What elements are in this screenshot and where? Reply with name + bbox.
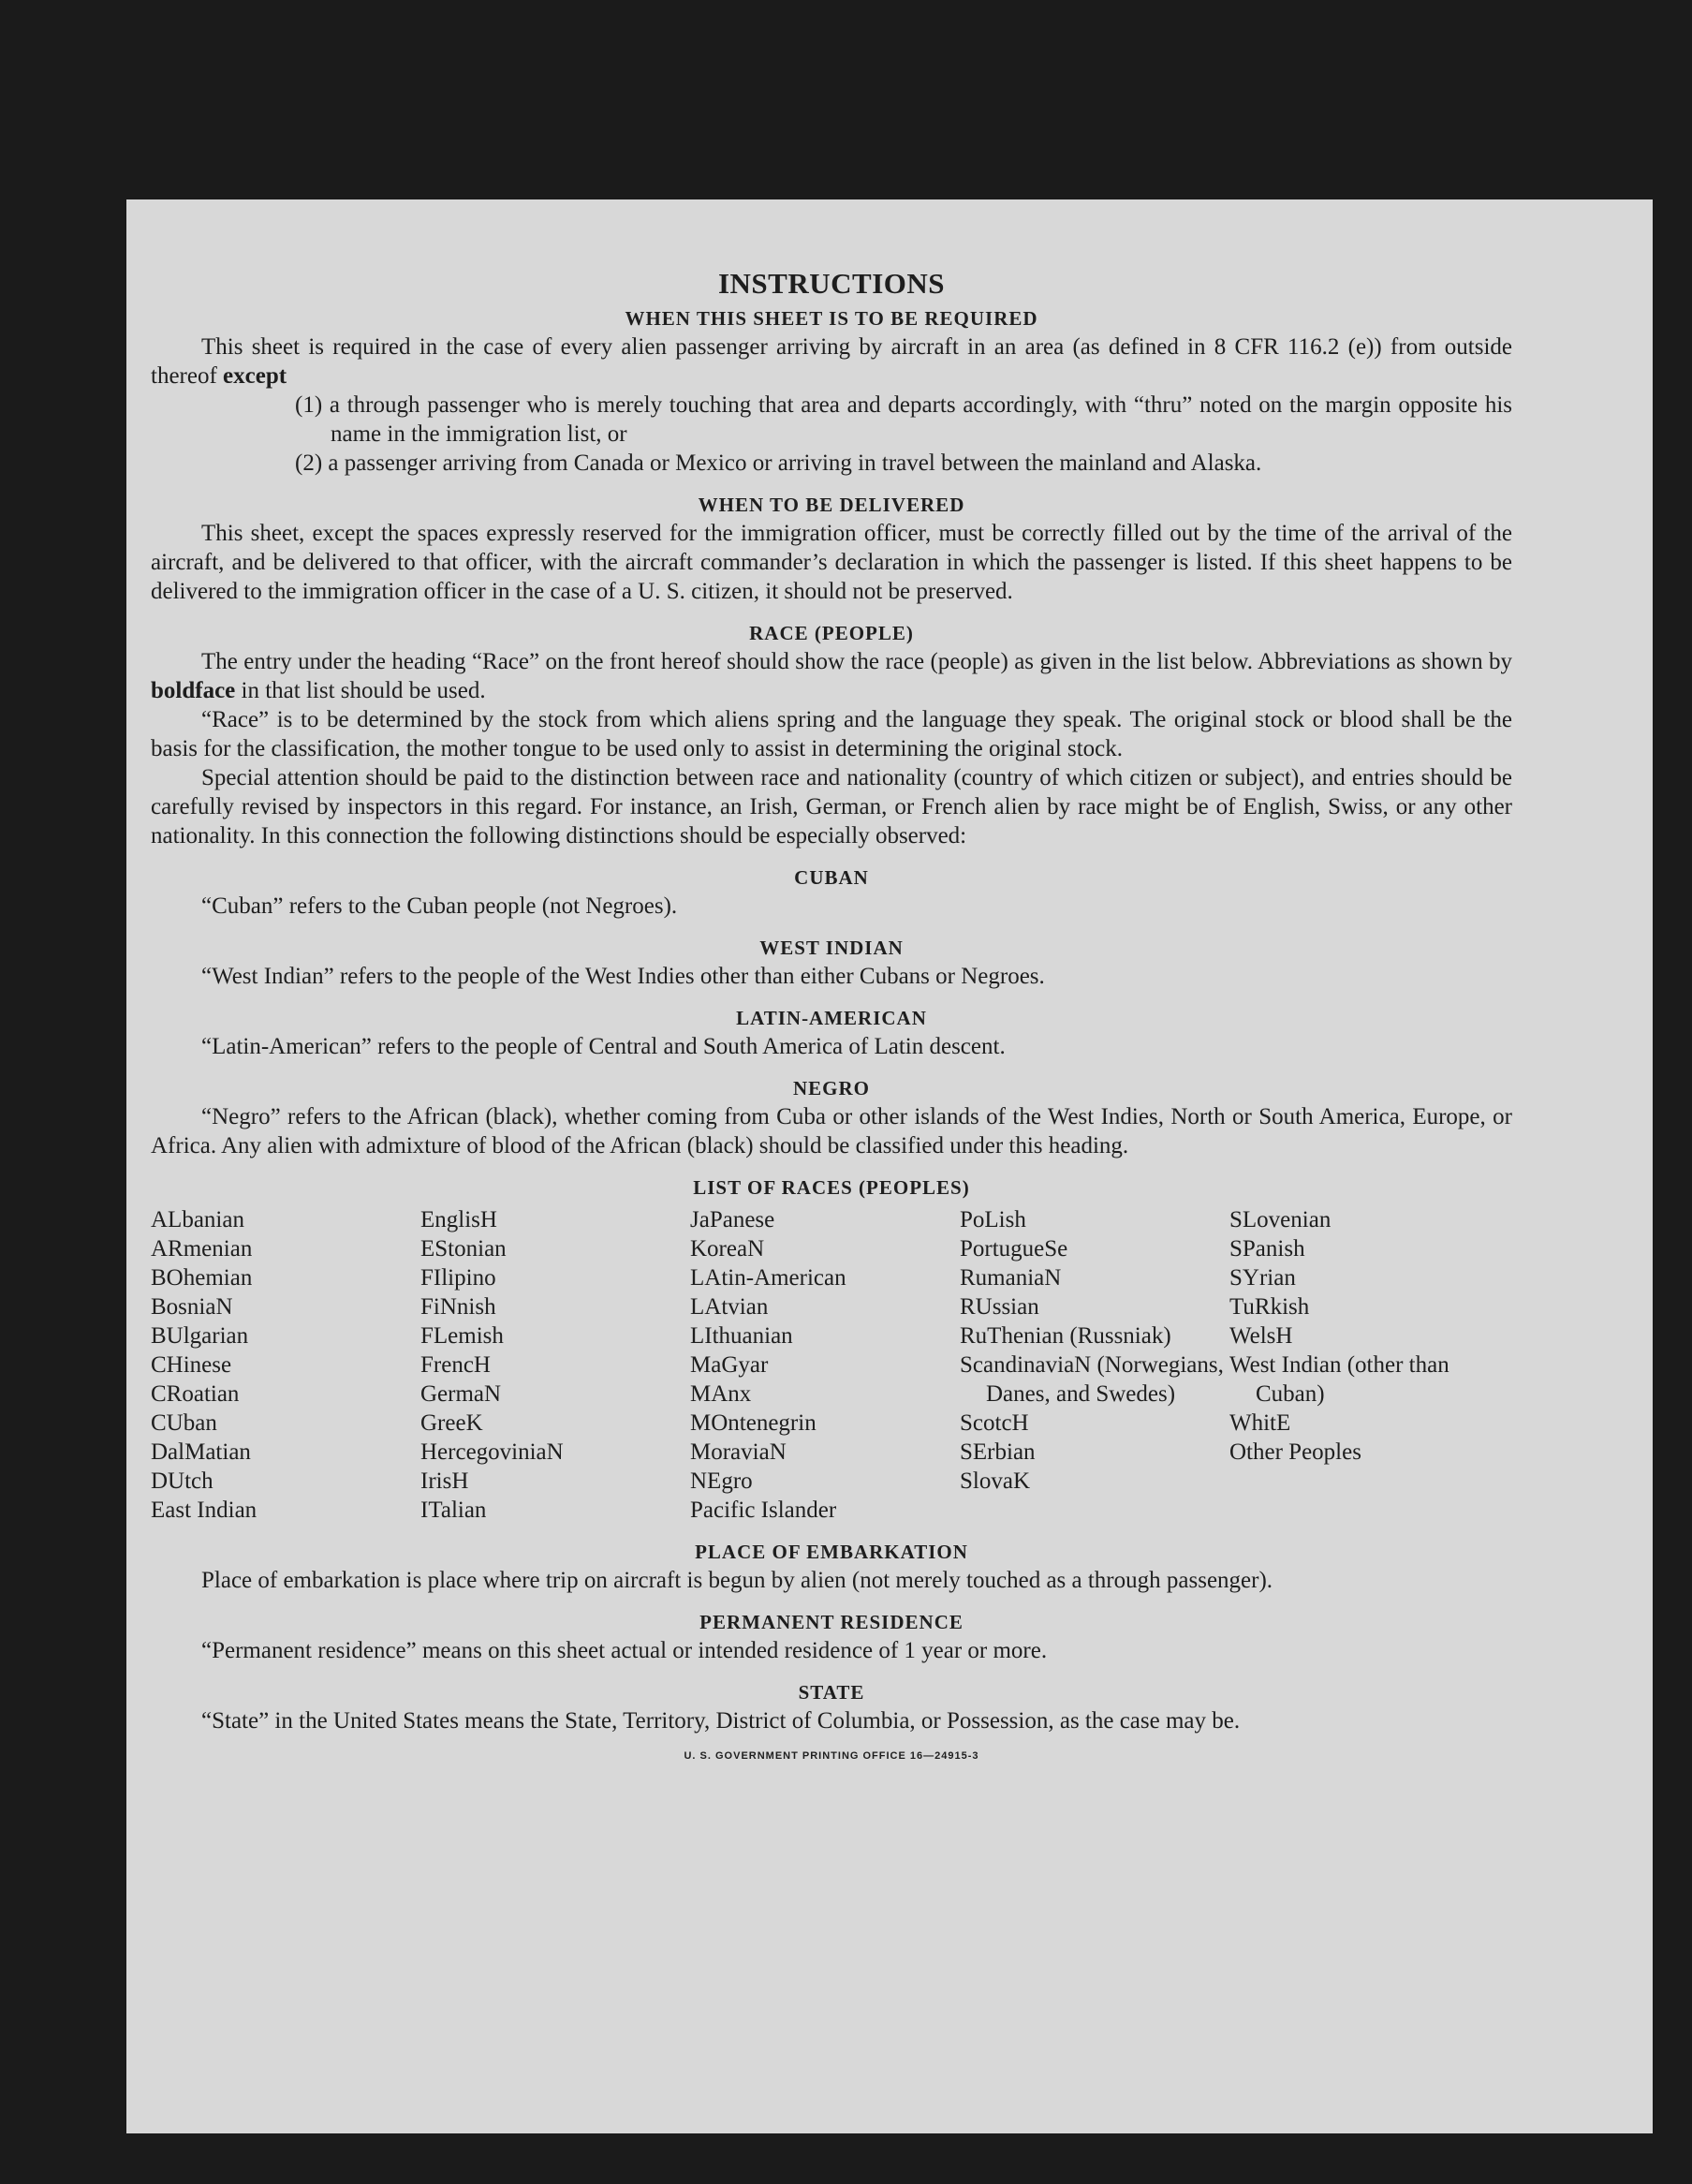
race-entry: IrisH: [420, 1468, 469, 1494]
cuban-body: “Cuban” refers to the Cuban people (not Negroes).: [201, 893, 678, 919]
race-entry: EnglisH: [420, 1207, 497, 1232]
printing-office-footer: U. S. GOVERNMENT PRINTING OFFICE 16—24915-3: [684, 1750, 979, 1762]
race-entry: SlovaK: [960, 1468, 1030, 1494]
race-entry: MOntenegrin: [690, 1410, 817, 1436]
race-list: [151, 1205, 1512, 1525]
race-entry: MAnx: [690, 1381, 752, 1407]
race-entry: BOhemian: [151, 1265, 253, 1291]
required-item-1: (1) a through passenger who is merely touching that area and departs accordingly, with “thru” noted on the margin opposite his name in the immigration list, or: [295, 392, 1512, 447]
race-entry: PortugueSe: [960, 1236, 1068, 1262]
section-heading-cuban: CUBAN: [794, 866, 869, 889]
race-entry: KoreaN: [690, 1236, 765, 1262]
race-entry: Pacific Islander: [690, 1498, 837, 1523]
race-entry: JaPanese: [690, 1207, 775, 1232]
race-entry: RUssian: [960, 1294, 1039, 1320]
race-entry: Other Peoples: [1229, 1439, 1361, 1465]
section-heading-west-indian: WEST INDIAN: [759, 937, 904, 959]
race-entry: LAtvian: [690, 1294, 769, 1320]
race-entry: PoLish: [960, 1207, 1026, 1232]
section-heading-race: RACE (PEOPLE): [749, 622, 914, 644]
race-entry: DUtch: [151, 1468, 213, 1494]
residence-body: “Permanent residence” means on this sheet actual or intended residence of 1 year or more.: [201, 1638, 1048, 1663]
section-heading-delivered: WHEN TO BE DELIVERED: [698, 494, 965, 516]
section-heading-list-of-races: LIST OF RACES (PEOPLES): [693, 1176, 970, 1199]
race-entry: West Indian (other than Cuban): [1229, 1352, 1449, 1407]
race-column: [151, 1205, 420, 1525]
race-entry: RumaniaN: [960, 1265, 1062, 1291]
race-entry: BosniaN: [151, 1294, 233, 1320]
required-body: This sheet is required in the case of every alien passenger arriving by aircraft in an area (as defined in 8 CFR 116.2 (e)) from outside thereof except: [151, 334, 1512, 389]
race-column: [420, 1205, 690, 1525]
race-paragraph-2: “Race” is to be determined by the stock from which aliens spring and the language they speak. The original stock or blood shall be the basis for the classification, the mother tongue to be used only to assist in determining the original stock.: [151, 707, 1512, 761]
race-entry: FrencH: [420, 1352, 491, 1378]
race-entry: ScotcH: [960, 1410, 1029, 1436]
section-heading-negro: NEGRO: [792, 1077, 870, 1099]
race-entry: WelsH: [1229, 1323, 1293, 1349]
race-paragraph-3: Special attention should be paid to the distinction between race and nationality (country of which citizen or subject), and entries should be carefully revised by inspectors in this regard. For instance, an Irish, German, or French alien by race might be of English, Swiss, or any other nationality. In this connection the following distinctions should be especially observed:: [151, 765, 1512, 849]
delivered-body: This sheet, except the spaces expressly reserved for the immigration officer, must be correctly filled out by the time of the arrival of the aircraft, and be delivered to that officer, with the aircraft commander’s declaration in which the passenger is listed. If this sheet happens to be delivered to the immigration officer in the case of a U. S. citizen, it should not be preserved.: [151, 521, 1512, 604]
race-entry: SPanish: [1229, 1236, 1305, 1262]
race-entry: DalMatian: [151, 1439, 251, 1465]
race-column: [960, 1205, 1229, 1525]
race-entry: ARmenian: [151, 1236, 253, 1262]
instruction-sheet: [126, 199, 1653, 2133]
race-entry: HercegoviniaN: [420, 1439, 564, 1465]
race-entry: SYrian: [1229, 1265, 1296, 1291]
race-entry: CUban: [151, 1410, 217, 1436]
section-heading-latin-american: LATIN-AMERICAN: [736, 1007, 927, 1029]
race-entry: ALbanian: [151, 1207, 244, 1232]
race-paragraph-1: The entry under the heading “Race” on the front hereof should show the race (people) as given in the list below. Abbreviations as shown by boldface in that list should be used.: [151, 649, 1512, 703]
race-column: [1229, 1205, 1510, 1525]
state-body: “State” in the United States means the State, Territory, District of Columbia, or Possession, as the case may be.: [201, 1708, 1241, 1734]
page-title: INSTRUCTIONS: [717, 267, 945, 300]
race-entry: TuRkish: [1229, 1294, 1310, 1320]
section-heading-state: STATE: [798, 1681, 865, 1704]
race-entry: MaGyar: [690, 1352, 769, 1378]
race-entry: FIlipino: [420, 1265, 496, 1291]
race-column: [690, 1205, 960, 1525]
race-entry: WhitE: [1229, 1410, 1291, 1436]
race-entry: GreeK: [420, 1410, 483, 1436]
race-entry: ITalian: [420, 1498, 487, 1523]
negro-body: “Negro” refers to the African (black), whether coming from Cuba or other islands of the West Indies, North or South America, Europe, or Africa. Any alien with admixture of blood of the African (black) should be classified under this heading.: [151, 1104, 1512, 1158]
race-entry: LAtin-American: [690, 1265, 846, 1291]
race-entry: BUlgarian: [151, 1323, 249, 1349]
section-heading-embarkation: PLACE OF EMBARKATION: [695, 1541, 968, 1563]
race-entry: FLemish: [420, 1323, 504, 1349]
race-entry: EStonian: [420, 1236, 507, 1262]
race-entry: CRoatian: [151, 1381, 240, 1407]
race-entry: NEgro: [690, 1468, 753, 1494]
race-entry: LIthuanian: [690, 1323, 793, 1349]
race-entry: SErbian: [960, 1439, 1036, 1465]
race-entry: ScandinaviaN (Norwegians, Danes, and Swedes): [960, 1352, 1224, 1407]
embarkation-body: Place of embarkation is place where trip on aircraft is begun by alien (not merely touched as a through passenger).: [201, 1568, 1273, 1593]
race-entry: FiNnish: [420, 1294, 496, 1320]
west-indian-body: “West Indian” refers to the people of the West Indies other than either Cubans or Negroes.: [201, 964, 1045, 989]
section-heading-residence: PERMANENT RESIDENCE: [699, 1611, 964, 1633]
required-item-2: (2) a passenger arriving from Canada or Mexico or arriving in travel between the mainland and Alaska.: [295, 450, 1262, 476]
race-entry: SLovenian: [1229, 1207, 1332, 1232]
race-entry: East Indian: [151, 1498, 257, 1523]
race-entry: GermaN: [420, 1381, 502, 1407]
race-entry: MoraviaN: [690, 1439, 787, 1465]
latin-american-body: “Latin-American” refers to the people of Central and South America of Latin descent.: [201, 1034, 1006, 1059]
race-entry: CHinese: [151, 1352, 232, 1378]
race-entry: RuThenian (Russniak): [960, 1323, 1171, 1349]
section-heading-required: WHEN THIS SHEET IS TO BE REQUIRED: [625, 307, 1038, 330]
